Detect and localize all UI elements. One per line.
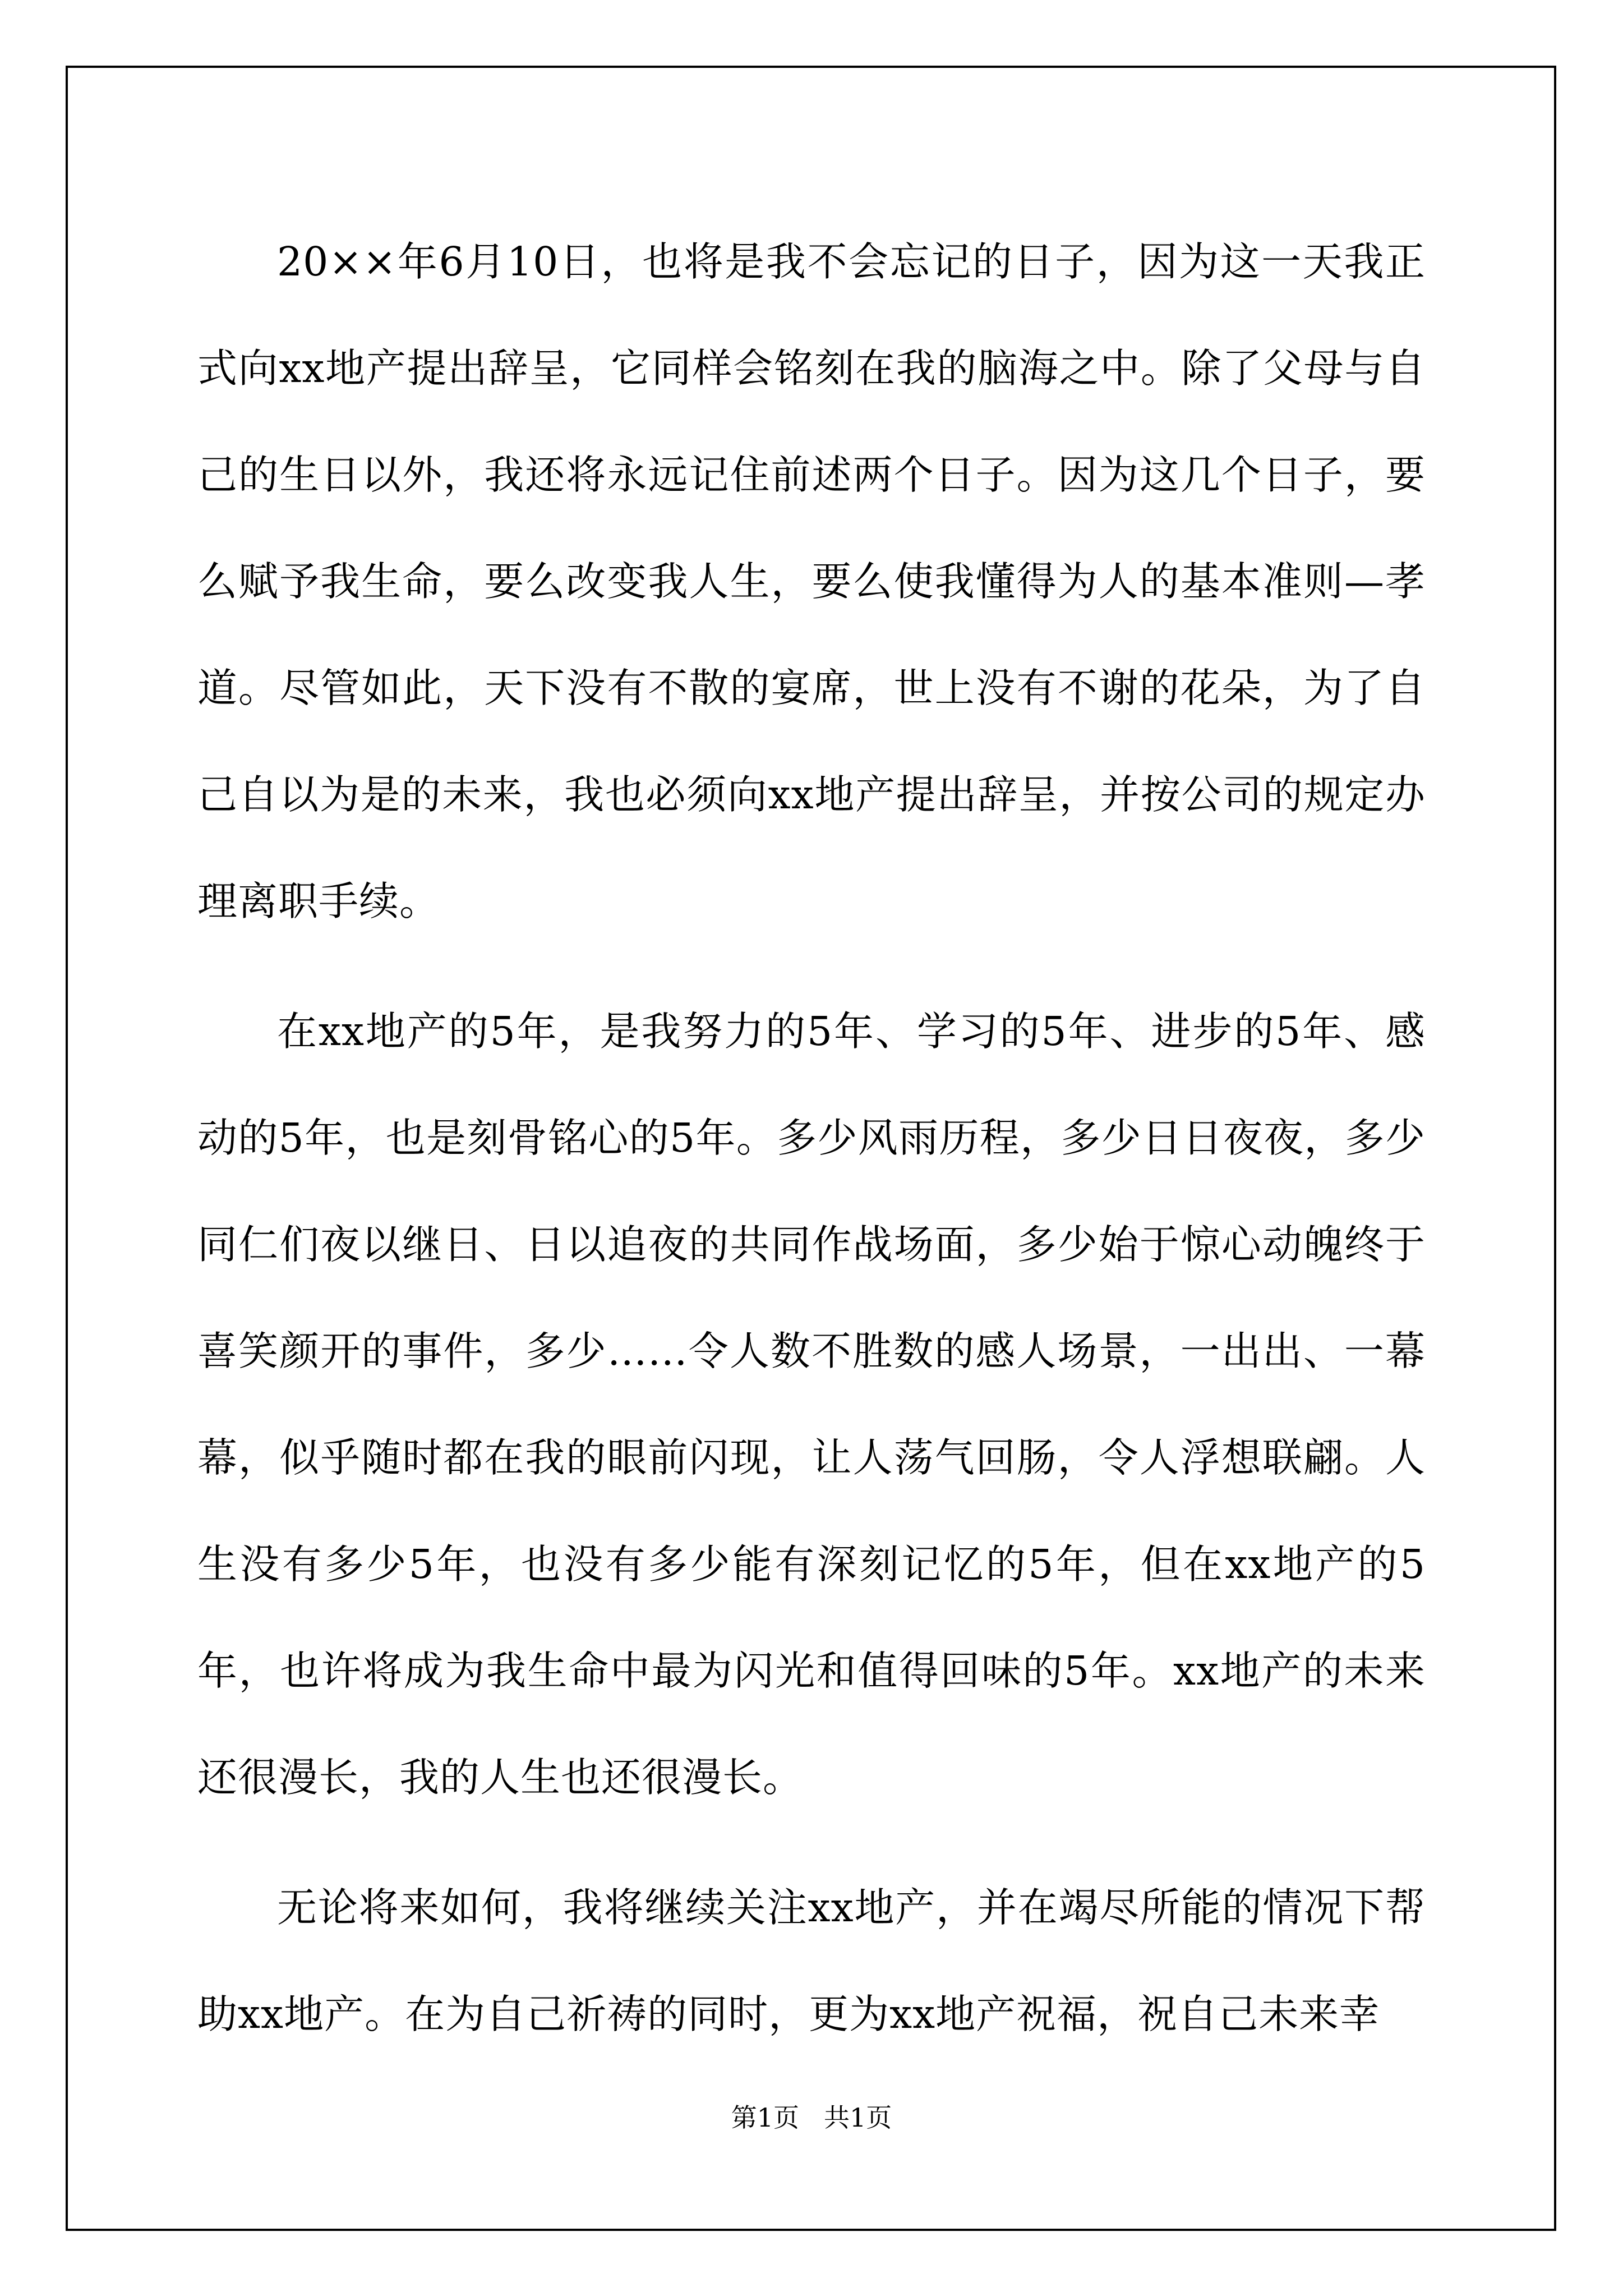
page-number-current: 第1页 xyxy=(731,2102,800,2133)
page-number-total: 共1页 xyxy=(823,2102,892,2133)
paragraph-1: 20××年6月10日，也将是我不会忘记的日子，因为这一天我正式向xx地产提出辞呈，它同样会铭刻在我的脑海之中。除了父母与自己的生日以外，我还将永远记住前述两个日子。因为这几个日子，要么赋予我生命，要么改变我人生，要么使我懂得为人的基本准则—孝道。尽管如此，天下没有不散的宴席，世上没有不谢的花朵，为了自己自以为是的未来，我也必须向xx地产提出辞呈，并按公司的规定办理离职手续。 xyxy=(197,238,1426,924)
paragraph-3: 无论将来如何，我将继续关注xx地产，并在竭尽所能的情况下帮助xx地产。在为自己祈祷的同时，更为xx地产祝福，祝自己未来幸 xyxy=(197,1884,1426,2037)
document-body xyxy=(197,209,1426,2091)
page-footer xyxy=(0,2101,1623,2134)
paragraph-2: 在xx地产的5年，是我努力的5年、学习的5年、进步的5年、感动的5年，也是刻骨铭心的5年。多少风雨历程，多少日日夜夜，多少同仁们夜以继日、日以追夜的共同作战场面，多少始于惊心动魄终于喜笑颜开的事件，多少……令人数不胜数的感人场景，一出出、一幕幕，似乎随时都在我的眼前闪现，让人荡气回肠，令人浮想联翩。人生没有多少5年，也没有多少能有深刻记忆的5年，但在xx地产的5年，也许将成为我生命中最为闪光和值得回味的5年。xx地产的未来还很漫长，我的人生也还很漫长。 xyxy=(197,1008,1426,1801)
